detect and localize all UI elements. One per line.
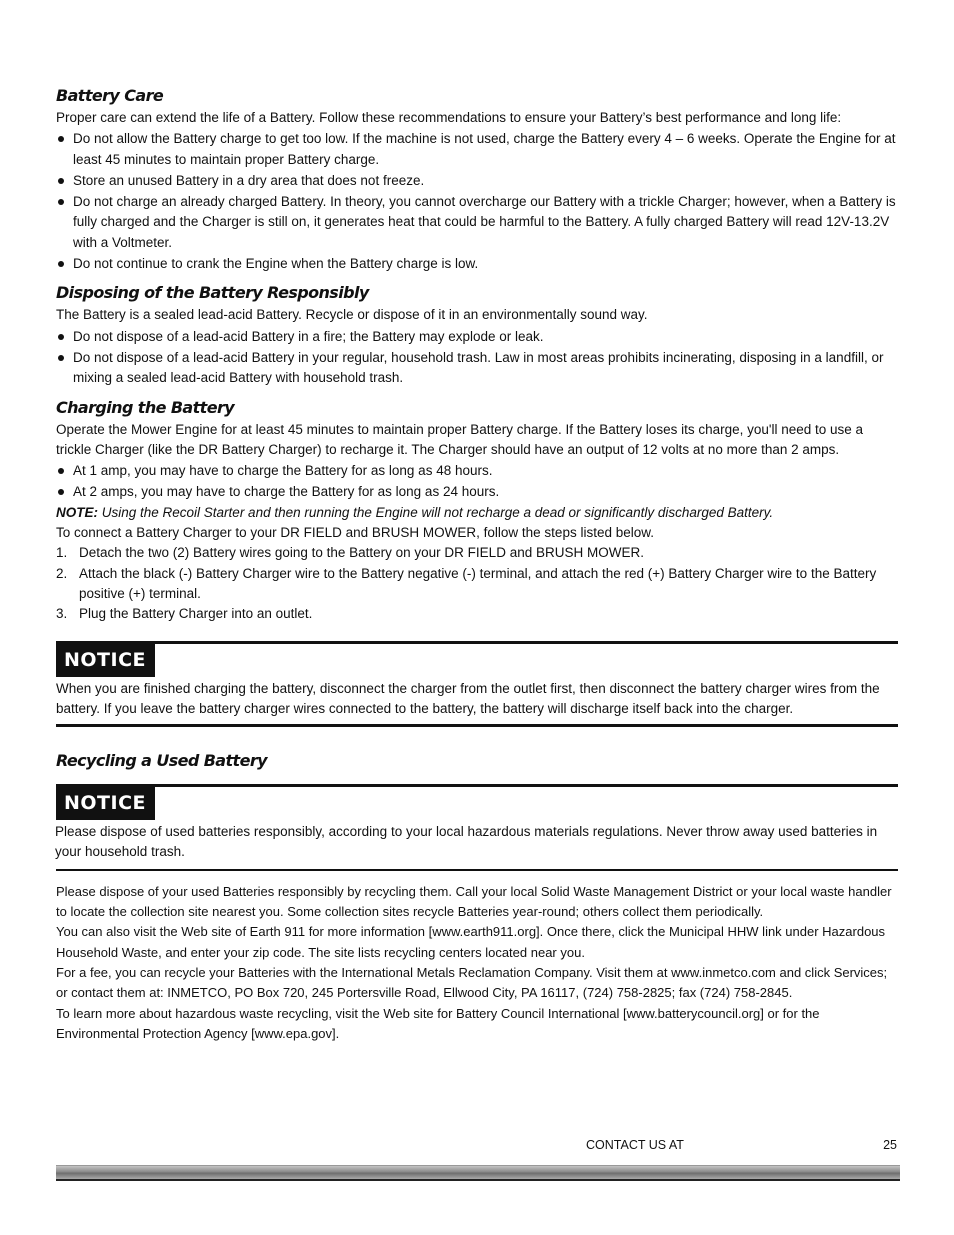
list-item — [56, 543, 898, 563]
step-text: Detach the two (2) Battery wires going to the Battery on your DR FIELD and BRUSH MOWER. — [79, 545, 644, 561]
charging-note — [56, 503, 898, 523]
list-item: Do not dispose of a lead-acid Battery in a fire; the Battery may explode or leak. — [56, 327, 898, 347]
recycling-section — [56, 749, 898, 773]
list-item: Do not allow the Battery charge to get too low. If the machine is not used, charge the Battery every 4 – 6 weeks. Operate the Engine for at least 45 minutes to maintain proper Battery charge. — [56, 129, 898, 170]
step-text: Attach the black (-) Battery Charger wire to the Battery negative (-) terminal, and attach the red (+) Battery Charger wire to the Battery positive (+) terminal. — [79, 565, 877, 601]
recycling-body — [56, 882, 898, 1044]
charging-heading: Charging the Battery — [56, 397, 235, 417]
notice-text: Please dispose of used batteries responsibly, according to your local hazardous materials regulations. Never throw away used batteries in your household trash. — [55, 824, 878, 860]
battery-care-section — [56, 84, 898, 274]
charging-steps — [56, 543, 898, 624]
list-item: Store an unused Battery in a dry area that does not freeze. — [56, 171, 898, 191]
battery-care-intro: Proper care can extend the life of a Battery. Follow these recommendations to ensure your Battery’s best performance and long life: — [56, 110, 842, 125]
notice-text: When you are finished charging the battery, disconnect the charger from the outlet first, then disconnect the battery charger wires from the battery. If you leave the battery charger wires connected to the battery, the battery will discharge itself back into the charger. — [56, 680, 880, 716]
list-item: Do not continue to crank the Engine when the Battery charge is low. — [56, 254, 898, 274]
step-number: 1. — [56, 545, 68, 561]
steps-intro: To connect a Battery Charger to your DR FIELD and BRUSH MOWER, follow the steps listed below. — [56, 525, 654, 541]
page-footer — [56, 1136, 898, 1182]
notice-label: NOTICE — [56, 644, 155, 677]
note-label: NOTE: — [56, 504, 98, 520]
charging-section — [56, 396, 898, 625]
note-text: Using the Recoil Starter and then running the Engine will not recharge a dead or significantly discharged Battery. — [98, 504, 774, 520]
recycling-paragraph: You can also visit the Web site of Earth 911 for more information [www.earth911.org]. Once there, click the Municipal HHW link under Hazardous Household Waste, and enter your zip code. The site lists recycling centers located near you. — [56, 924, 886, 960]
contact-label: CONTACT US AT — [586, 1138, 684, 1152]
disposing-heading: Disposing of the Battery Responsibly — [56, 283, 369, 303]
disposing-list — [56, 327, 898, 389]
list-item: At 2 amps, you may have to charge the Battery for as long as 24 hours. — [56, 482, 898, 502]
battery-care-list — [56, 129, 898, 274]
recycling-paragraph: To learn more about hazardous waste recycling, visit the Web site for Battery Council International [www.batterycouncil.org] or for the Environmental Protection Agency [www.epa.gov]. — [56, 1005, 820, 1041]
notice-box-charging — [56, 641, 898, 728]
list-item: Do not charge an already charged Battery. In theory, you cannot overcharge our Battery with a trickle Charger; however, when a Battery is fully charged and the Charger is still on, it generates heat that could be harmful to the Battery. A fully charged Battery will read 12V-13.2V with a Voltmeter. — [56, 192, 898, 253]
charging-intro: Operate the Mower Engine for at least 45 minutes to maintain proper Battery charge. If the Battery loses its charge, you'll need to use a trickle Charger (like the DR Battery Charger) to recharge it. The Charger should have an output of 12 volts at no more than 2 amps. — [56, 421, 864, 457]
disposing-intro: The Battery is a sealed lead-acid Battery. Recycle or dispose of it in an environmentally sound way. — [56, 307, 648, 323]
charging-list — [56, 461, 898, 503]
page-number: 25 — [883, 1138, 897, 1152]
step-text: Plug the Battery Charger into an outlet. — [79, 606, 313, 622]
disposing-section — [56, 281, 898, 388]
recycling-paragraph: For a fee, you can recycle your Batteries with the International Metals Reclamation Company. Visit them at www.inmetco.com and click Services; or contact them at: INMETCO, PO Box 720, 245 Portersville Road, Ellwood City, PA 16117, (724) 758-2825; fax (724) 758-2845. — [56, 964, 888, 1001]
recycling-heading: Recycling a Used Battery — [56, 751, 267, 771]
footer-divider — [56, 1165, 900, 1181]
recycling-paragraph: Please dispose of your used Batteries responsibly by recycling them. Call your local Solid Waste Management District or your local waste handler to locate the collection site nearest you. Some collection sites recycle Batteries year-round; others collect them periodically. — [56, 883, 892, 920]
list-item — [56, 564, 898, 605]
step-number: 3. — [56, 606, 68, 622]
step-number: 2. — [56, 565, 68, 581]
notice-box-recycling — [56, 784, 898, 871]
list-item: At 1 amp, you may have to charge the Battery for as long as 48 hours. — [56, 461, 898, 481]
page-content — [56, 84, 898, 1044]
battery-care-heading: Battery Care — [56, 86, 164, 105]
notice-label: NOTICE — [56, 787, 155, 820]
list-item — [56, 604, 898, 624]
list-item: Do not dispose of a lead-acid Battery in your regular, household trash. Law in most areas prohibits incinerating, disposing in a landfill, or mixing a sealed lead-acid Battery with household trash. — [56, 348, 898, 389]
